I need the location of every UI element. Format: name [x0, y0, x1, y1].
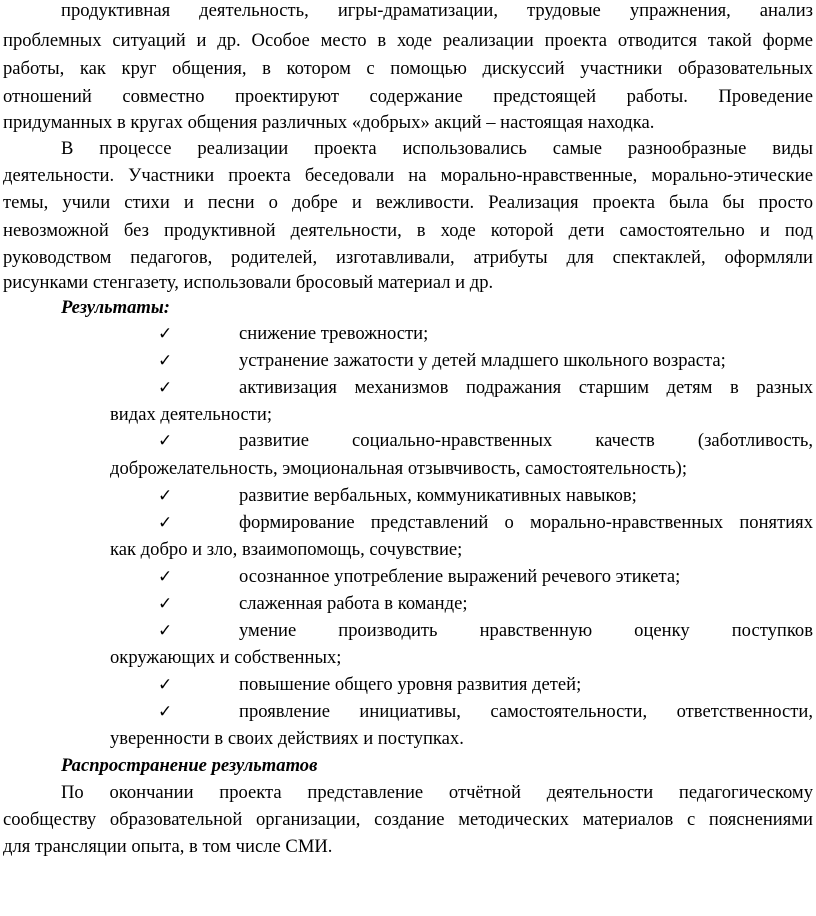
- list-item-text-cont: окружающих и собственных;: [110, 647, 342, 668]
- checkmark-icon: ✓: [158, 594, 173, 614]
- list-item-text: активизация механизмов подражания старшим детям в разных: [239, 377, 813, 398]
- process-line: темы, учили стихи и песни о добре и вежливости. Реализация проекта была бы просто: [3, 192, 813, 213]
- list-item-text: формирование представлений о морально-нравственных понятиях: [239, 512, 813, 533]
- intro-line: продуктивная деятельность, игры-драматизации, трудовые упражнения, анализ: [61, 0, 813, 21]
- list-item-text: проявление инициативы, самостоятельности, ответственности,: [239, 701, 813, 722]
- checkmark-icon: ✓: [158, 351, 173, 371]
- list-item-text-cont: доброжелательность, эмоциональная отзывчивость, самостоятельность);: [110, 458, 687, 479]
- checkmark-icon: ✓: [158, 378, 173, 398]
- intro-line: работы, как круг общения, в котором с помощью дискуссий участники образовательных: [3, 58, 813, 79]
- checkmark-icon: ✓: [158, 431, 173, 451]
- list-item-text: осознанное употребление выражений речевого этикета;: [239, 566, 681, 587]
- intro-line: отношений совместно проектируют содержание предстоящей работы. Проведение: [3, 86, 813, 107]
- list-item-text: снижение тревожности;: [239, 323, 429, 344]
- list-item-text-cont: уверенности в своих действиях и поступках.: [110, 728, 464, 749]
- distribution-heading: Распространение результатов: [61, 755, 318, 776]
- intro-line: проблемных ситуаций и др. Особое место в ходе реализации проекта отводится такой форме: [3, 30, 813, 51]
- distribution-line: сообществу образовательной организации, создание методических материалов с пояснениями: [3, 809, 813, 830]
- process-line: В процессе реализации проекта использовались самые разнообразные виды: [61, 138, 813, 159]
- checkmark-icon: ✓: [158, 486, 173, 506]
- list-item-text: умение производить нравственную оценку поступков: [239, 620, 813, 641]
- distribution-line: для трансляции опыта, в том числе СМИ.: [3, 836, 333, 857]
- list-item-text: устранение зажатости у детей младшего школьного возраста;: [239, 350, 726, 371]
- process-line: деятельности. Участники проекта беседовали на морально-нравственные, морально-этические: [3, 165, 813, 186]
- distribution-line: По окончании проекта представление отчётной деятельности педагогическому: [61, 782, 813, 803]
- results-heading: Результаты:: [61, 297, 170, 318]
- list-item-text: развитие вербальных, коммуникативных навыков;: [239, 485, 637, 506]
- list-item-text: повышение общего уровня развития детей;: [239, 674, 582, 695]
- checkmark-icon: ✓: [158, 621, 173, 641]
- checkmark-icon: ✓: [158, 513, 173, 533]
- list-item-text: развитие социально-нравственных качеств (заботливость,: [239, 430, 813, 451]
- list-item-text: слаженная работа в команде;: [239, 593, 468, 614]
- checkmark-icon: ✓: [158, 324, 173, 344]
- process-line: руководством педагогов, родителей, изготавливали, атрибуты для спектаклей, оформляли: [3, 247, 813, 268]
- process-line: невозможной без продуктивной деятельности, в ходе которой дети самостоятельно и под: [3, 220, 813, 241]
- list-item-text-cont: видах деятельности;: [110, 404, 272, 425]
- checkmark-icon: ✓: [158, 675, 173, 695]
- list-item-text-cont: как добро и зло, взаимопомощь, сочувствие;: [110, 539, 463, 560]
- process-line: рисунками стенгазету, использовали бросовый материал и др.: [3, 272, 494, 293]
- checkmark-icon: ✓: [158, 702, 173, 722]
- checkmark-icon: ✓: [158, 567, 173, 587]
- intro-line: придуманных в кругах общения различных «добрых» акций – настоящая находка.: [3, 112, 655, 133]
